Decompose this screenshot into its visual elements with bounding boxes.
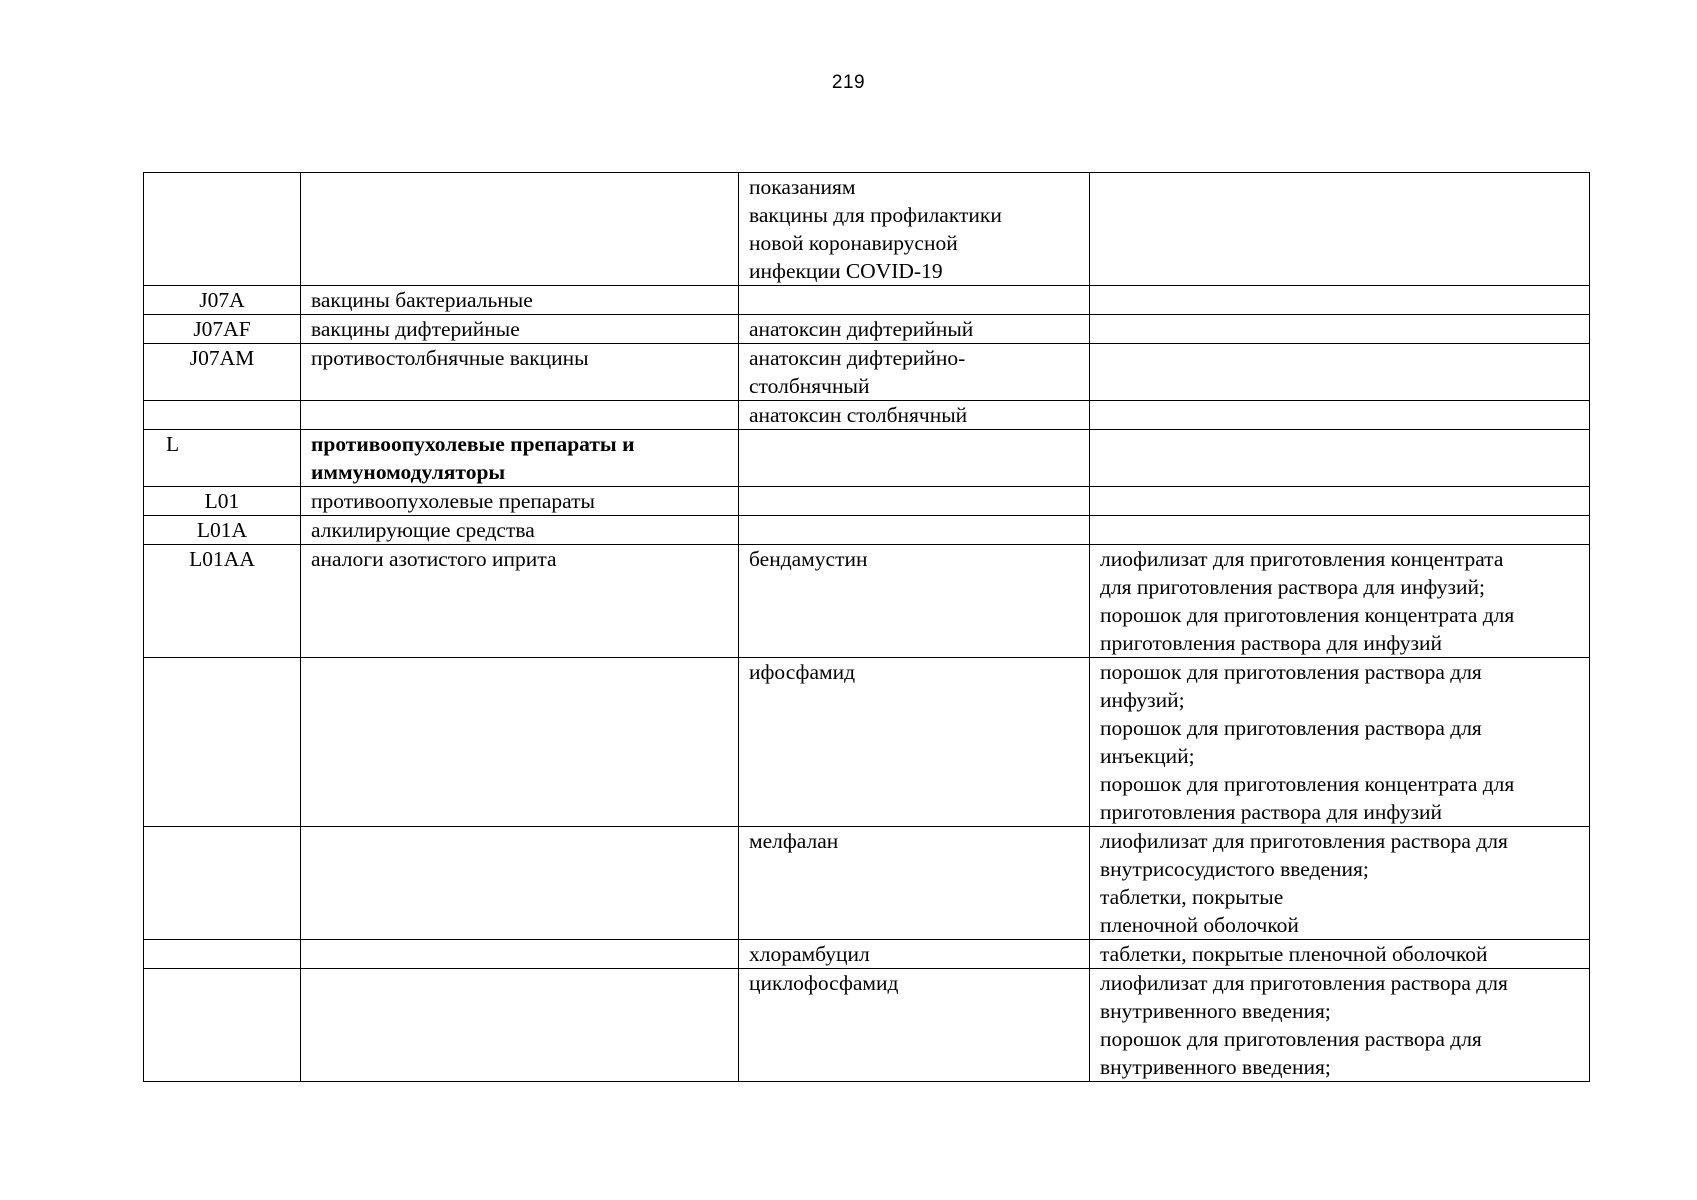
dosage-form-cell <box>1090 286 1590 315</box>
atc-code-cell: L01A <box>144 516 301 545</box>
group-name-cell: вакцины дифтерийные <box>301 315 739 344</box>
dosage-form-cell <box>1090 516 1590 545</box>
drug-name-cell <box>739 487 1090 516</box>
dosage-form-cell: лиофилизат для приготовления раствора для внутривенного введения; порошок для приготовления раствора для внутривенного введения; <box>1090 969 1590 1082</box>
table-row <box>144 430 1590 487</box>
group-name-cell: противоопухолевые препараты <box>301 487 739 516</box>
table-row <box>144 969 1590 1082</box>
drug-name-cell <box>739 430 1090 487</box>
dosage-form-cell <box>1090 487 1590 516</box>
atc-code-cell <box>144 173 301 286</box>
drug-name-cell: бендамустин <box>739 545 1090 658</box>
dosage-form-cell <box>1090 173 1590 286</box>
dosage-form-cell <box>1090 430 1590 487</box>
group-name-cell: противостолбнячные вакцины <box>301 344 739 401</box>
group-name-cell <box>301 969 739 1082</box>
group-name-cell: вакцины бактериальные <box>301 286 739 315</box>
atc-code-cell <box>144 401 301 430</box>
group-name-cell: аналоги азотистого иприта <box>301 545 739 658</box>
atc-code-cell <box>144 940 301 969</box>
drug-name-cell: анатоксин дифтерийный <box>739 315 1090 344</box>
group-name-cell: противоопухолевые препараты и иммуномодуляторы <box>301 430 739 487</box>
dosage-form-cell <box>1090 344 1590 401</box>
table-row <box>144 344 1590 401</box>
table-row <box>144 658 1590 827</box>
table-row <box>144 940 1590 969</box>
atc-code-cell: J07AF <box>144 315 301 344</box>
group-name-cell <box>301 940 739 969</box>
drug-name-cell: анатоксин столбнячный <box>739 401 1090 430</box>
group-name-cell <box>301 401 739 430</box>
drug-name-cell: показаниям вакцины для профилактики новой коронавирусной инфекции COVID-19 <box>739 173 1090 286</box>
group-name-cell <box>301 827 739 940</box>
atc-code-cell: J07A <box>144 286 301 315</box>
dosage-form-cell: лиофилизат для приготовления раствора для внутрисосудистого введения; таблетки, покрытые пленочной оболочкой <box>1090 827 1590 940</box>
drug-name-cell: хлорамбуцил <box>739 940 1090 969</box>
table-row <box>144 516 1590 545</box>
atc-code-cell: L01AA <box>144 545 301 658</box>
drug-name-cell: анатоксин дифтерийно- столбнячный <box>739 344 1090 401</box>
atc-code-cell <box>144 827 301 940</box>
drug-name-cell <box>739 516 1090 545</box>
group-name-cell <box>301 658 739 827</box>
group-name-cell <box>301 173 739 286</box>
table-row <box>144 173 1590 286</box>
table-row <box>144 315 1590 344</box>
drug-name-cell: ифосфамид <box>739 658 1090 827</box>
drug-name-cell: мелфалан <box>739 827 1090 940</box>
dosage-form-cell: лиофилизат для приготовления концентрата для приготовления раствора для инфузий; порошок для приготовления концентрата для приготовления раствора для инфузий <box>1090 545 1590 658</box>
atc-code-cell: L <box>144 430 301 487</box>
atc-code-cell <box>144 969 301 1082</box>
group-name-cell: алкилирующие средства <box>301 516 739 545</box>
dosage-form-cell: таблетки, покрытые пленочной оболочкой <box>1090 940 1590 969</box>
page-number: 219 <box>831 72 866 93</box>
atc-code-cell: J07AM <box>144 344 301 401</box>
table-row <box>144 487 1590 516</box>
dosage-form-cell <box>1090 401 1590 430</box>
table-row <box>144 545 1590 658</box>
dosage-form-cell: порошок для приготовления раствора для инфузий; порошок для приготовления раствора для инъекций; порошок для приготовления концентрата для приготовления раствора для инфузий <box>1090 658 1590 827</box>
atc-code-cell: L01 <box>144 487 301 516</box>
table-row <box>144 827 1590 940</box>
table-row <box>144 401 1590 430</box>
table-row <box>144 286 1590 315</box>
atc-code-cell <box>144 658 301 827</box>
drug-name-cell: циклофосфамид <box>739 969 1090 1082</box>
drug-name-cell <box>739 286 1090 315</box>
dosage-form-cell <box>1090 315 1590 344</box>
drug-table <box>143 172 1590 1082</box>
